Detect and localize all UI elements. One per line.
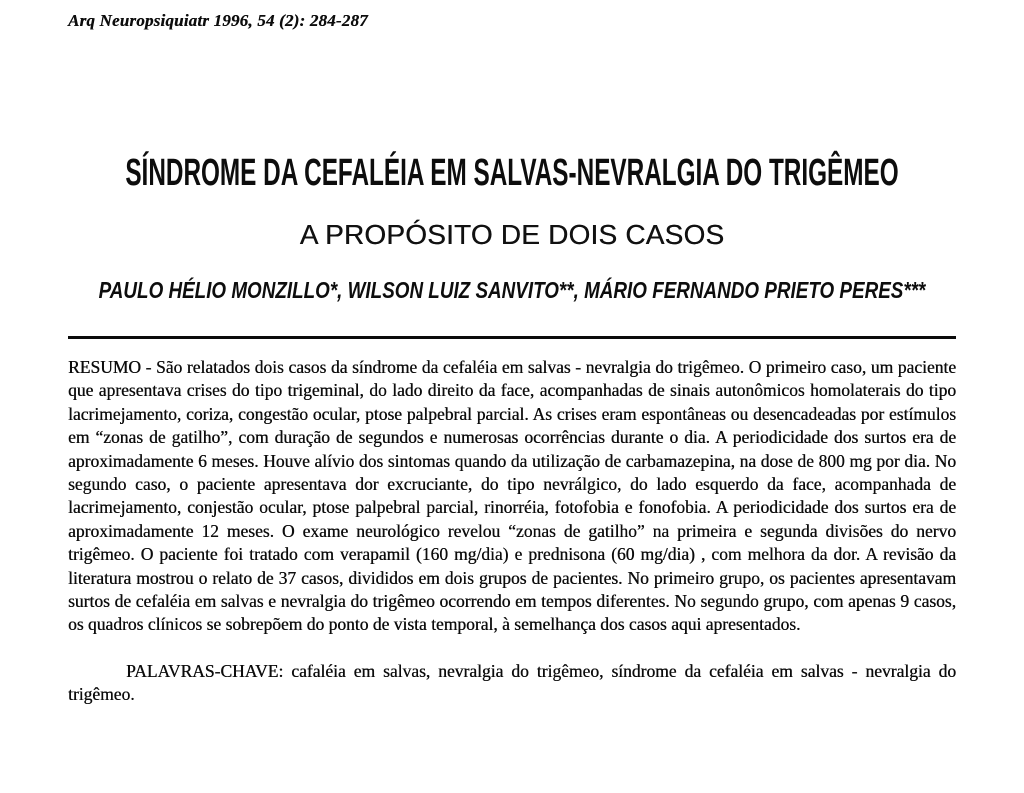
keywords-paragraph: PALAVRAS-CHAVE: cafaléia em salvas, nevralgia do trigêmeo, síndrome da cefaléia em salvas - nevralgia do trigêmeo. (68, 660, 956, 705)
authors-row (68, 276, 956, 304)
authors-line: PAULO HÉLIO MONZILLO*, WILSON LUIZ SANVITO**, MÁRIO FERNANDO PRIETO PERES*** (98, 277, 926, 303)
article-title: SÍNDROME DA CEFALÉIA EM SALVAS-NEVRALGIA DO TRIGÊMEO (125, 152, 899, 194)
abstract-paragraph: RESUMO - São relatados dois casos da síndrome da cefaléia em salvas - nevralgia do trigêmeo. O primeiro caso, um paciente que apresentava crises do tipo trigeminal, do lado direito da face, acompanhadas de sinais autonômicos homolaterais do tipo lacrimejamento, coriza, congestão ocular, ptose palpebral parcial. As crises eram espontâneas ou desencadeadas por estímulos em “zonas de gatilho”, com duração de segundos e numerosas ocorrências durante o dia. A periodicidade dos surtos era de aproximadamente 6 meses. Houve alívio dos sintomas quando da utilização de carbamazepina, na dose de 800 mg por dia. No segundo caso, o paciente apresentava dor excruciante, do tipo nevrálgico, do lado esquerdo da face, acompanhada de lacrimejamento, conjestão ocular, ptose palpebral parcial, rinorréia, fotofobia e fonofobia. A periodicidade dos surtos era de aproximadamente 12 meses. O exame neurológico revelou “zonas de gatilho” na primeira e segunda divisões do nervo trigêmeo. O paciente foi tratado com verapamil (160 mg/dia) e prednisona (60 mg/dia) , com melhora da dor. A revisão da literatura mostrou o relato de 37 casos, divididos em dois grupos de pacientes. No primeiro grupo, os pacientes apresentavam surtos de cefaléia em salvas e nevralgia do trigêmeo ocorrendo em tempos diferentes. No segundo grupo, com apenas 9 casos, os quadros clínicos se sobrepõem do ponto de vista temporal, à semelhança dos casos aqui apresentados. (68, 357, 956, 635)
title-row (68, 150, 956, 196)
divider-rule (68, 336, 956, 339)
article-subtitle: A PROPÓSITO DE DOIS CASOS (299, 219, 725, 250)
journal-citation: Arq Neuropsiquiatr 1996, 54 (2): 284-287 (68, 11, 368, 30)
